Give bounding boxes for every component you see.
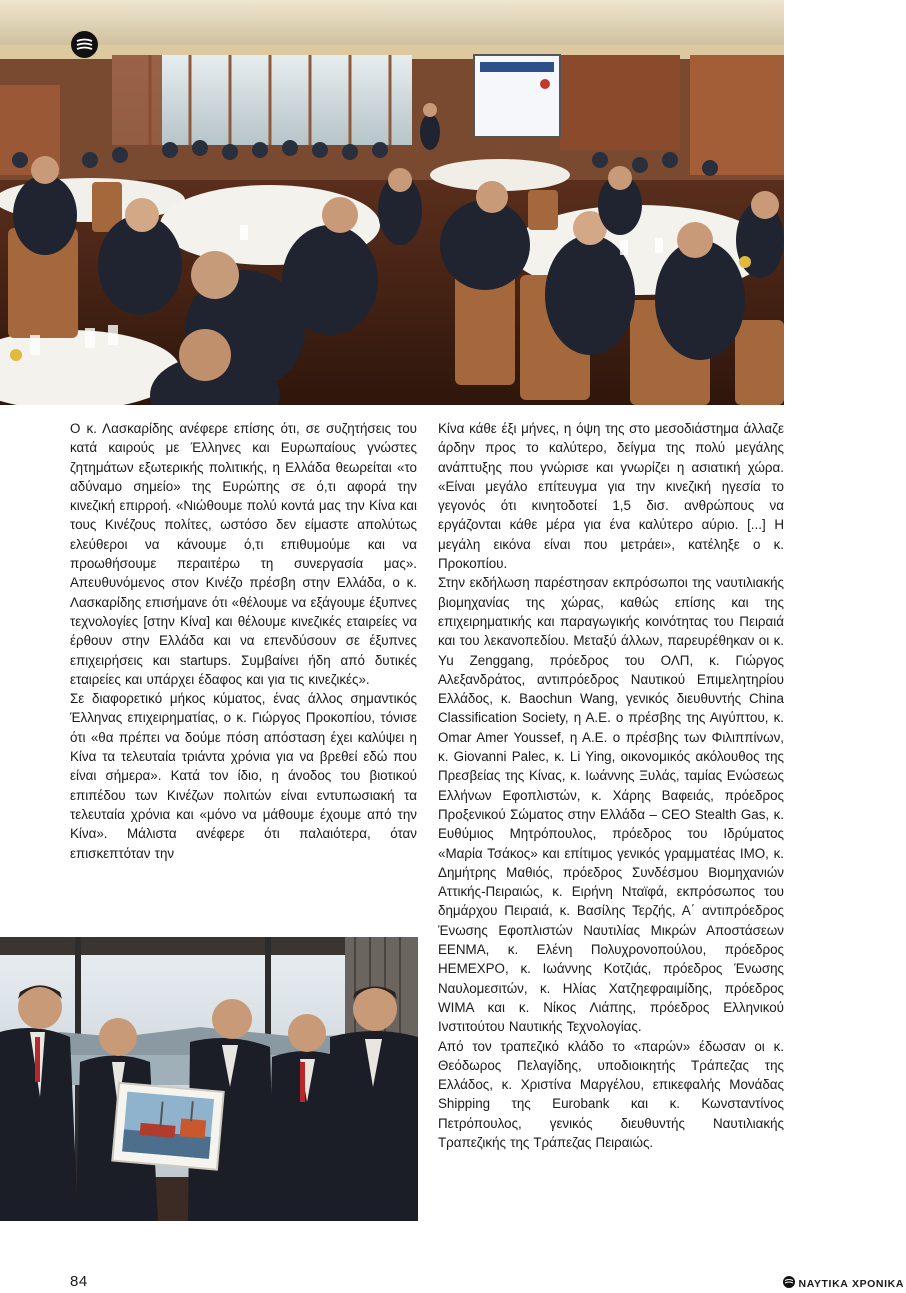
article-left-column xyxy=(70,419,417,929)
publication-name: ΝΑΥΤΙΚΑ ΧΡΟΝΙΚΑ xyxy=(798,1278,904,1290)
article-paragraph: Στην εκδήλωση παρέστησαν εκπρόσωποι της ναυτιλιακής βιομηχανίας της χώρας, καθώς επίσης και της επιχειρηματικής και παραγωγικής κοινότητας του Πειραιά και του λεκανοπεδίου. Μεταξύ άλλων, παρευρέθηκαν οι κ. Yu Zenggang, πρόεδρος του ΟΛΠ, κ. Γιώργος Αλεξανδράτος, αντιπρόεδρος Ναυτικού Επιμελητηρίου Ελλάδος, κ. Baochun Wang, γενικός διευθυντής China Classification Society, η Α.Ε. ο πρέσβης της Αιγύπτου, κ. Omar Amer Youssef, η Α.Ε. ο πρέσβης των Φιλιππίνων, κ. Giovanni Palec, κ. Li Ying, οικονομικός ακόλουθος της Πρεσβείας της Κίνας, κ. Ιωάννης Ξυλάς, ταμίας Ενώσεως Ελλήνων Εφοπλιστών, κ. Χάρης Βαφειάς, πρόεδρος Προξενικού Σώματος στην Ελλάδα – CEO Stealth Gas, κ. Ευθύμιος Μητρόπουλος, πρόεδρος του Ιδρύματος «Μαρία Τσάκος» και επίτιμος γενικός γραμματέας IMO, κ. Δημήτρης Μαθιός, πρόεδρος Συνδέσμου Βιομηχανιών Αττικής-Πειραιώς, κ. Ειρήνη Νταϊφά, εκπρόσωπος του δημάρχου Πειραιά, κ. Βασίλης Τερζής, Α΄ αντιπρόεδρος Ένωσης Εφοπλιστών Ναυτιλίας Μικρών Αποστάσεων ΕΕΝΜΑ, κ. Ελένη Πολυχρονοπούλου, πρόεδρος HEMEXPO, κ. Ιωάννης Κοτζιάς, πρόεδρος Ένωσης Ναυλομεσιτών, κ. Ηλίας Χατζηεφραιμίδης, πρόεδρος WIMA και κ. Νίκος Λιάπης, πρόεδρος Ελληνικού Ινστιτούτου Ναυτικής Τεχνολογίας. xyxy=(438,575,784,1035)
magazine-logo-icon xyxy=(71,31,98,58)
group-photo-illustration xyxy=(0,937,418,1221)
conference-dining-hall-photo xyxy=(0,0,784,405)
magazine-logo-icon xyxy=(783,1275,795,1293)
article-paragraph: Κίνα κάθε έξι μήνες, η όψη της στο μεσοδιάστημα άλλαζε άρδην προς το καλύτερο, δείγμα της πολύ μεγάλης ανάπτυξης που γνώρισε και γνωρίζει η ασιατική χώρα. «Είναι μεγάλο επίτευγμα για την κινεζική ηγεσία το γεγονός ότι κινητοδοτεί 1,5 δισ. ανθρώπους να εργάζονται κάθε μέρα για ένα καλύτερο αύριο. [...] Η μεγάλη εικόνα είναι που μετράει», κατέληξε ο κ. Προκοπίου. xyxy=(438,421,784,572)
article-right-column xyxy=(438,419,784,1231)
article-paragraph: Από τον τραπεζικό κλάδο το «παρών» έδωσαν οι κ. Θεόδωρος Πελαγίδης, υποδιοικητής Τράπεζας της Ελλάδος, κ. Χριστίνα Μαργέλου, επικεφαλής Μονάδας Shipping της Eurobank και κ. Κωνσταντίνος Πετρόπουλος, γενικός διευθυντής Ναυτιλιακής Τραπεζικής της Τράπεζας Πειραιώς. xyxy=(438,1038,784,1150)
page-number: 84 xyxy=(70,1273,88,1290)
publication-brand xyxy=(783,1275,904,1293)
group-presentation-photo xyxy=(0,937,418,1221)
article-paragraph: Σε διαφορετικό μήκος κύματος, ένας άλλος σημαντικός Έλληνας επιχειρηματίας, ο κ. Γιώργος Προκοπίου, τόνισε ότι «θα πρέπει να δούμε πόση απόσταση έχει καλύψει η Κίνα τα τελευταία τριάντα χρόνια για να βρεθεί εδώ που είναι σήμερα». Κατά τον ίδιο, η άνοδος του βιοτικού επιπέδου των Κινέζων πολιτών είναι εντυπωσιακή τα τελευταία χρόνια και «μόνο να μάθουμε έχουμε από την Κίνα». Μάλιστα ανέφερε ότι παλαιότερα, όταν επισκεπτόταν την xyxy=(70,691,417,861)
dining-hall-illustration xyxy=(0,0,784,405)
article-paragraph: Ο κ. Λασκαρίδης ανέφερε επίσης ότι, σε συζητήσεις του κατά καιρούς με Έλληνες και Ευρωπαίους γνώστες ζητημάτων εξωτερικής πολιτικής, η Ελλάδα θεωρείται «το αδύναμο σημείο» της Ευρώπης σε ό,τι αφορά την κινεζική επιρροή. «Νιώθουμε πολύ κοντά μας την Κίνα και τους Κινέζους πολίτες, ωστόσο δεν είμαστε απολύτως ελεύθεροι να κάνουμε ό,τι επιθυμούμε και να προωθήσουμε περαιτέρω τη συνεργασία μας». Απευθυνόμενος στον Κινέζο πρέσβη στην Ελλάδα, ο κ. Λασκαρίδης επισήμανε ότι «θέλουμε να εξάγουμε έξυπνες τεχνολογίες [στην Κίνα] και θέλουμε κινεζικές εταιρείες να έρθουν στην Ελλάδα και να επενδύσουν σε έξυπνες επιχειρήσεις και startups. Συμβαίνει ήδη από δυτικές εταιρείες και υπάρχει έδαφος και για τις κινεζικές». xyxy=(70,421,417,687)
